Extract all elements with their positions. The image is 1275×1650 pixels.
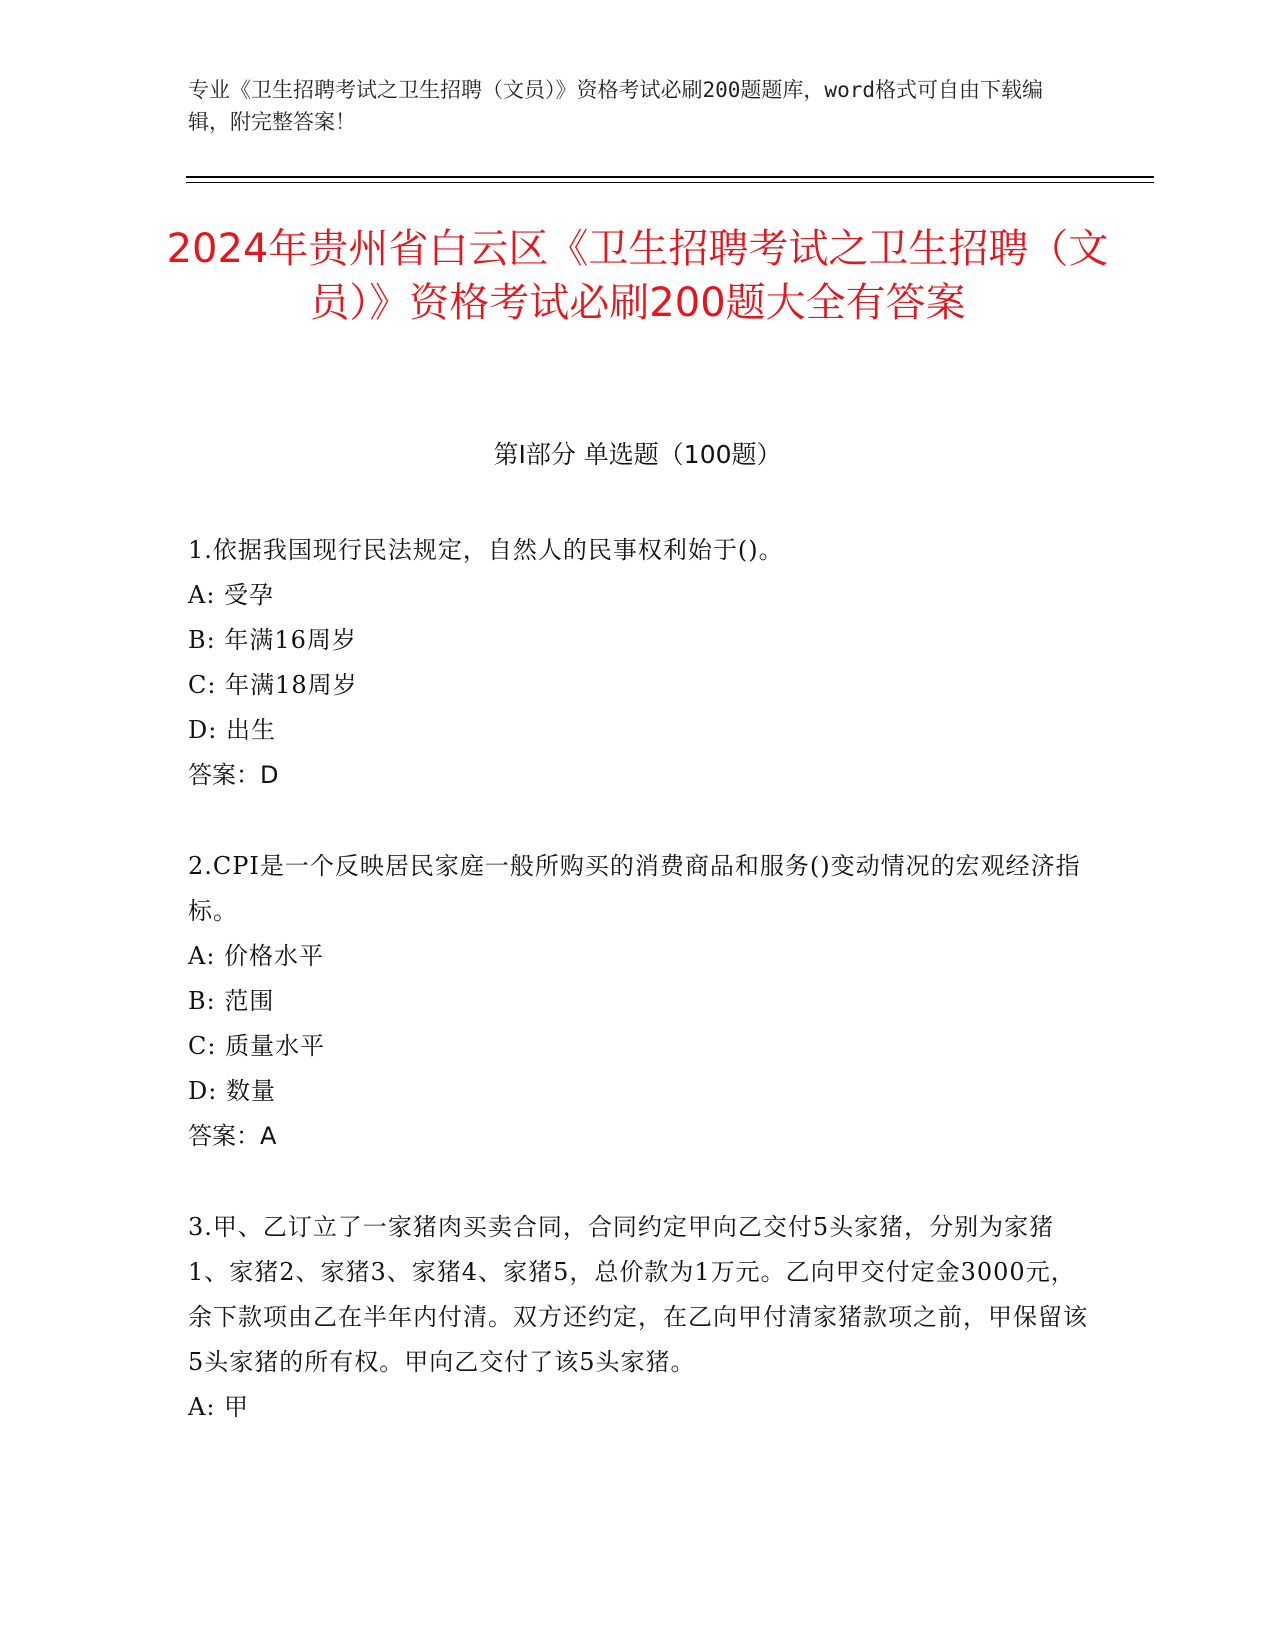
header-divider-thin	[186, 182, 1154, 183]
option-b: B: 范围	[188, 987, 275, 1015]
option-c: C: 年满18周岁	[188, 671, 358, 699]
question-1	[188, 528, 1088, 798]
header-note: 专业《卫生招聘考试之卫生招聘（文员）》资格考试必刷200题题库，word格式可自由下载编辑，附完整答案！	[188, 78, 1043, 134]
document-title: 2024年贵州省白云区《卫生招聘考试之卫生招聘（文员）》资格考试必刷200题大全有答案	[166, 226, 1109, 326]
answer-line: 答案：D	[188, 761, 279, 789]
answer-line: 答案：A	[188, 1122, 277, 1150]
option-c: C: 质量水平	[188, 1032, 326, 1060]
question-stem: 1.依据我国现行民法规定，自然人的民事权利始于()。	[188, 536, 784, 564]
question-3	[188, 1205, 1088, 1430]
question-2	[188, 844, 1088, 1159]
option-d: D: 数量	[188, 1077, 276, 1105]
option-a: A: 甲	[188, 1393, 250, 1421]
option-a: A: 价格水平	[188, 942, 325, 970]
question-list	[188, 528, 1088, 1476]
section-title: 第I部分 单选题（100题）	[493, 440, 782, 469]
option-d: D: 出生	[188, 716, 276, 744]
question-stem: 3.甲、乙订立了一家猪肉买卖合同，合同约定甲向乙交付5头家猪，分别为家猪1、家猪2、家猪3、家猪4、家猪5，总价款为1万元。乙向甲交付定金3000元，余下款项由乙在半年内付清。双方还约定，在乙向甲付清家猪款项之前，甲保留该5头家猪的所有权。甲向乙交付了该5头家猪。	[188, 1213, 1088, 1376]
header-divider-thick	[186, 176, 1154, 178]
option-a: A: 受孕	[188, 581, 275, 609]
option-b: B: 年满16周岁	[188, 626, 357, 654]
question-stem: 2.CPI是一个反映居民家庭一般所购买的消费商品和服务()变动情况的宏观经济指标。	[188, 852, 1081, 925]
